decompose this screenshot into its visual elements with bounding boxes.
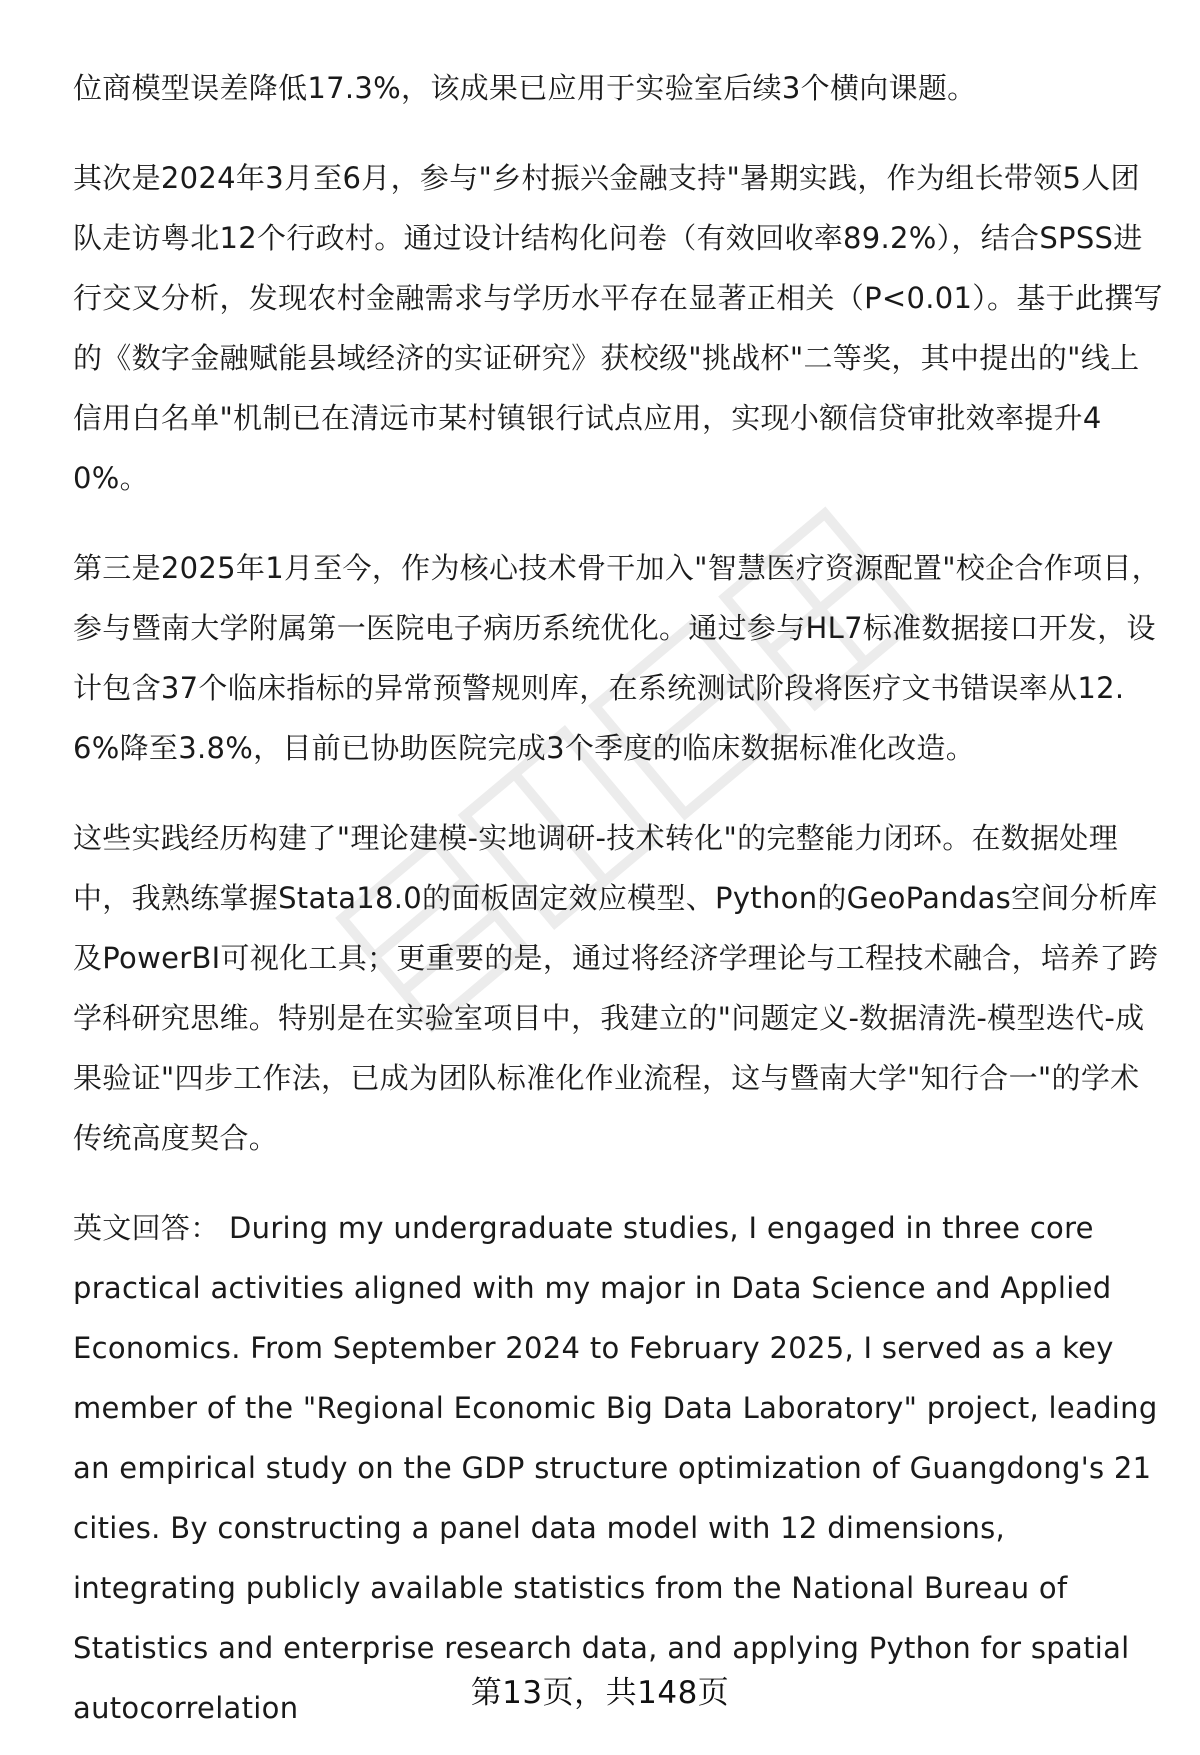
paragraph-1: 位商模型误差降低17.3%，该成果已应用于实验室后续3个横向课题。	[73, 71, 977, 105]
paragraph-3: 第三是2025年1月至今，作为核心技术骨干加入"智慧医疗资源配置"校企合作项目，参与暨南大学附属第一医院电子病历系统优化。通过参与HL7标准数据接口开发，设计包含37个临床指标的异常预警规则库，在系统测试阶段将医疗文书错误率从12.6%降至3.8%，目前已协助医院完成3个季度的临床数据标准化改造。	[73, 551, 1161, 765]
paragraph-5-english-answer: 英文回答： During my undergraduate studies, I engaged in three core practical activities aligned with my major in Data Science and Applied Economics. From September 2024 to February 2025, I served as a key member of the "Regional Economic Big Data Laboratory" project, leading an empirical study on the GDP structure optimization of Guangdong's 21 cities. By constructing a panel data model with 12 dimensions, integrating publicly available statistics from the National Bureau of Statistics and enterprise research data, and applying Python for spatial autocorrelation	[73, 1211, 1158, 1725]
document-body	[73, 58, 1163, 1738]
paragraph-4: 这些实践经历构建了"理论建模-实地调研-技术转化"的完整能力闭环。在数据处理中，我熟练掌握Stata18.0的面板固定效应模型、Python的GeoPandas空间分析库及PowerBI可视化工具；更重要的是，通过将经济学理论与工程技术融合，培养了跨学科研究思维。特别是在实验室项目中，我建立的"问题定义-数据清洗-模型迭代-成果验证"四步工作法，已成为团队标准化作业流程，这与暨南大学"知行合一"的学术传统高度契合。	[73, 821, 1159, 1155]
paragraph-2: 其次是2024年3月至6月，参与"乡村振兴金融支持"暑期实践，作为组长带领5人团队走访粤北12个行政村。通过设计结构化问卷（有效回收率89.2%），结合SPSS进行交叉分析，发现农村金融需求与学历水平存在显著正相关（P<0.01）。基于此撰写的《数字金融赋能县域经济的实证研究》获校级"挑战杯"二等奖，其中提出的"线上信用白名单"机制已在清远市某村镇银行试点应用，实现小额信贷审批效率提升40%。	[73, 161, 1163, 495]
page-number-footer: 第13页，共148页	[470, 1675, 730, 1711]
